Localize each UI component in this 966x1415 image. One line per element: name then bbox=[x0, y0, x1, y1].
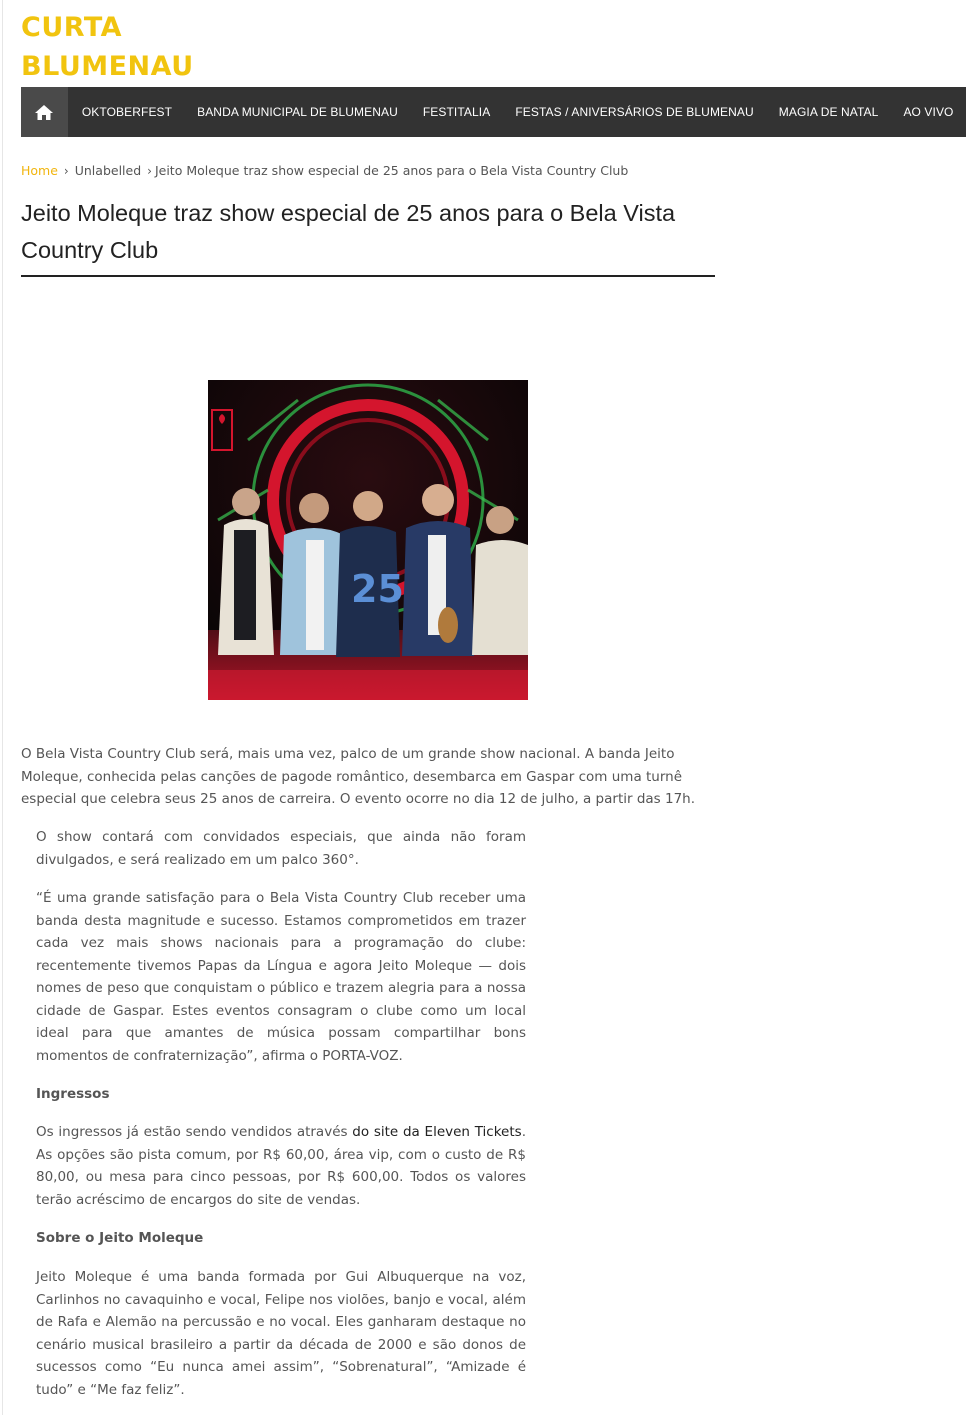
nav-item-magia-de-natal[interactable]: MAGIA DE NATAL bbox=[778, 105, 879, 119]
site-title-line2[interactable]: BLUMENAU bbox=[21, 51, 194, 82]
breadcrumb-current: Jeito Moleque traz show especial de 25 anos para o Bela Vista Country Club bbox=[154, 163, 629, 178]
chevron-right-icon: › bbox=[63, 163, 69, 178]
post-quote-paragraph: “É uma grande satisfação para o Bela Vista Country Club receber uma banda desta magnitude e sucesso. Estamos comprometidos em trazer cada vez mais shows nacionais para a programação do clube: recentemente tivemos Papas da Língua e agora Jeito Moleque — dois nomes de peso que conquistam o público e trazem alegria para a nossa cidade de Gaspar. Estes eventos consagram o clube como um local ideal para que amantes de música possam compartilhar bons momentos de confraternização”, afirma o PORTA-VOZ. bbox=[36, 890, 526, 1064]
breadcrumb-home-link[interactable]: Home bbox=[21, 163, 58, 178]
eleven-tickets-link[interactable]: do site da Eleven Tickets bbox=[352, 1124, 522, 1140]
svg-text:25: 25 bbox=[351, 567, 404, 611]
tickets-text-after: . As opções são pista comum, por R$ 60,00, área vip, com o custo de R$ 80,00, ou mesa para cinco pessoas, por R$ 600,00. Todos os valores terão acréscimo de encargos do site de vendas. bbox=[36, 1124, 526, 1208]
nav-item-banda-municipal[interactable]: BANDA MUNICIPAL DE BLUMENAU bbox=[197, 105, 398, 119]
tickets-text-before: Os ingressos já estão sendo vendidos através bbox=[36, 1124, 353, 1140]
nav-item-festitalia[interactable]: FESTITALIA bbox=[422, 105, 491, 119]
page-left-border bbox=[2, 0, 3, 1415]
nav-home-button[interactable] bbox=[21, 87, 68, 137]
post-about-paragraph: Jeito Moleque é uma banda formada por Gui Albuquerque na voz, Carlinhos no cavaquinho e vocal, Felipe nos violões, banjo e vocal, além de Rafa e Alemão na percussão e no vocal. Eles ganharam destaque no cenário musical brasileiro a partir da década de 2000 e são donos de sucessos como “Eu nunca amei assim”, “Sobrenatural”, “Amizade é tudo” e “Me faz feliz”. bbox=[36, 1269, 526, 1398]
section-heading-sobre: Sobre o Jeito Moleque bbox=[36, 1230, 204, 1246]
post-intro-paragraph: O Bela Vista Country Club será, mais uma vez, palco de um grande show nacional. A banda Jeito Moleque, conhecida pelas canções de pagode romântico, desembarca em Gaspar com uma turnê especial que celebra seus 25 anos de carreira. O evento ocorre no dia 12 de julho, a partir das 17h. bbox=[21, 746, 696, 807]
post-title: Jeito Moleque traz show especial de 25 anos para o Bela Vista Country Club bbox=[21, 200, 676, 263]
nav-item-oktoberfest[interactable]: OKTOBERFEST bbox=[81, 105, 173, 119]
breadcrumb-category-link[interactable]: Unlabelled bbox=[74, 163, 142, 178]
breadcrumb bbox=[21, 163, 628, 178]
main-navigation bbox=[21, 87, 966, 137]
band-photo bbox=[208, 380, 528, 700]
nav-item-ao-vivo[interactable]: AO VIVO bbox=[903, 105, 954, 119]
chevron-right-icon: › bbox=[147, 163, 152, 178]
site-title-line1[interactable]: CURTA bbox=[21, 12, 123, 43]
site-logo[interactable] bbox=[21, 8, 194, 86]
section-heading-ingressos: Ingressos bbox=[36, 1086, 110, 1102]
post-paragraph: O show contará com convidados especiais, que ainda não foram divulgados, e será realizado em um palco 360°. bbox=[36, 829, 526, 868]
title-divider bbox=[21, 275, 715, 277]
post-featured-image bbox=[208, 380, 528, 700]
home-icon bbox=[34, 104, 54, 121]
post-tickets-paragraph bbox=[36, 1121, 526, 1211]
nav-item-festas-aniversarios[interactable]: FESTAS / ANIVERSÁRIOS DE BLUMENAU bbox=[515, 105, 754, 119]
